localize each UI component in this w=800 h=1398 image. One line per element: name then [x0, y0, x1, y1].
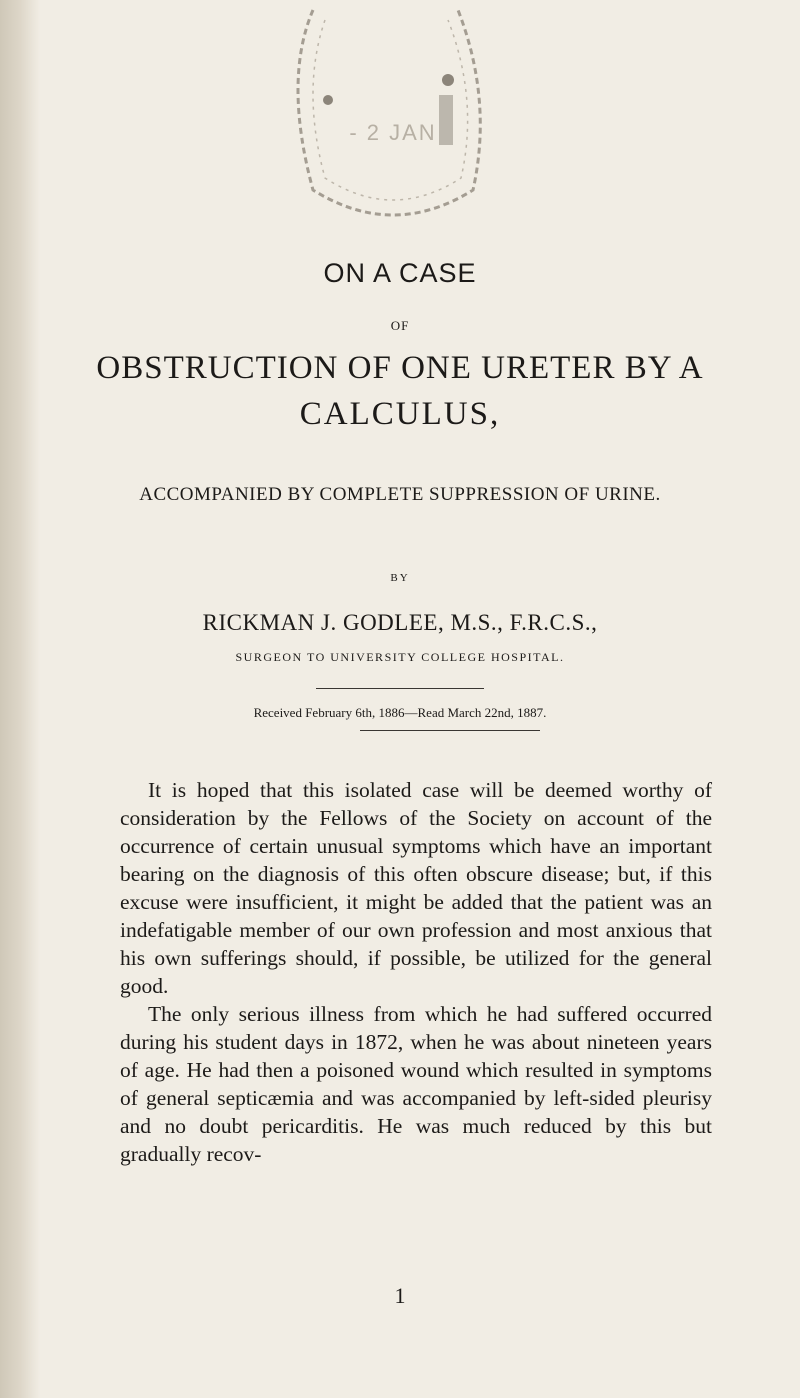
subtitle: ACCOMPANIED BY COMPLETE SUPPRESSION OF URINE.	[139, 484, 661, 505]
title-of: OF	[390, 318, 410, 333]
author-name: RICKMAN J. GODLEE, M.S., F.R.C.S.,	[202, 610, 598, 635]
divider-bottom	[360, 730, 540, 731]
body-text	[120, 776, 712, 1168]
divider-top	[316, 688, 484, 689]
library-stamp	[333, 0, 453, 230]
title-line-2: OBSTRUCTION OF ONE URETER BY A	[96, 350, 704, 386]
received-date: Received February 6th, 1886—Read March 22nd, 1887.	[253, 705, 547, 720]
author-affiliation: SURGEON TO UNIVERSITY COLLEGE HOSPITAL.	[235, 650, 565, 664]
paragraph: The only serious illness from which he had suffered occurred during his student days in 1872, when he was about nineteen years of age. He had then a poisoned wound which resulted in symptoms of general septicæmia and was accompanied by left-sided pleurisy and no doubt pericarditis. He was much reduced by this but gradually recov-	[120, 1002, 712, 1166]
by-label: BY	[390, 572, 410, 584]
paragraph: It is hoped that this isolated case will be deemed worthy of consideration by the Fellows of the Society on account of the occurrence of certain unusual symptoms which have an important bearing on the diagnosis of this often obscure disease; but, if this excuse were insufficient, it might be added that the patient was an indefatigable member of our own profession and most anxious that his own sufferings should, if possible, be utilized for the general good.	[120, 778, 712, 998]
page-number: 1	[394, 1283, 406, 1308]
stamp-text: - 2 JAN	[349, 120, 437, 145]
title-line-3: CALCULUS,	[299, 396, 501, 432]
title-line-1: ON A CASE	[323, 258, 477, 288]
book-spine-shadow	[0, 0, 40, 1398]
